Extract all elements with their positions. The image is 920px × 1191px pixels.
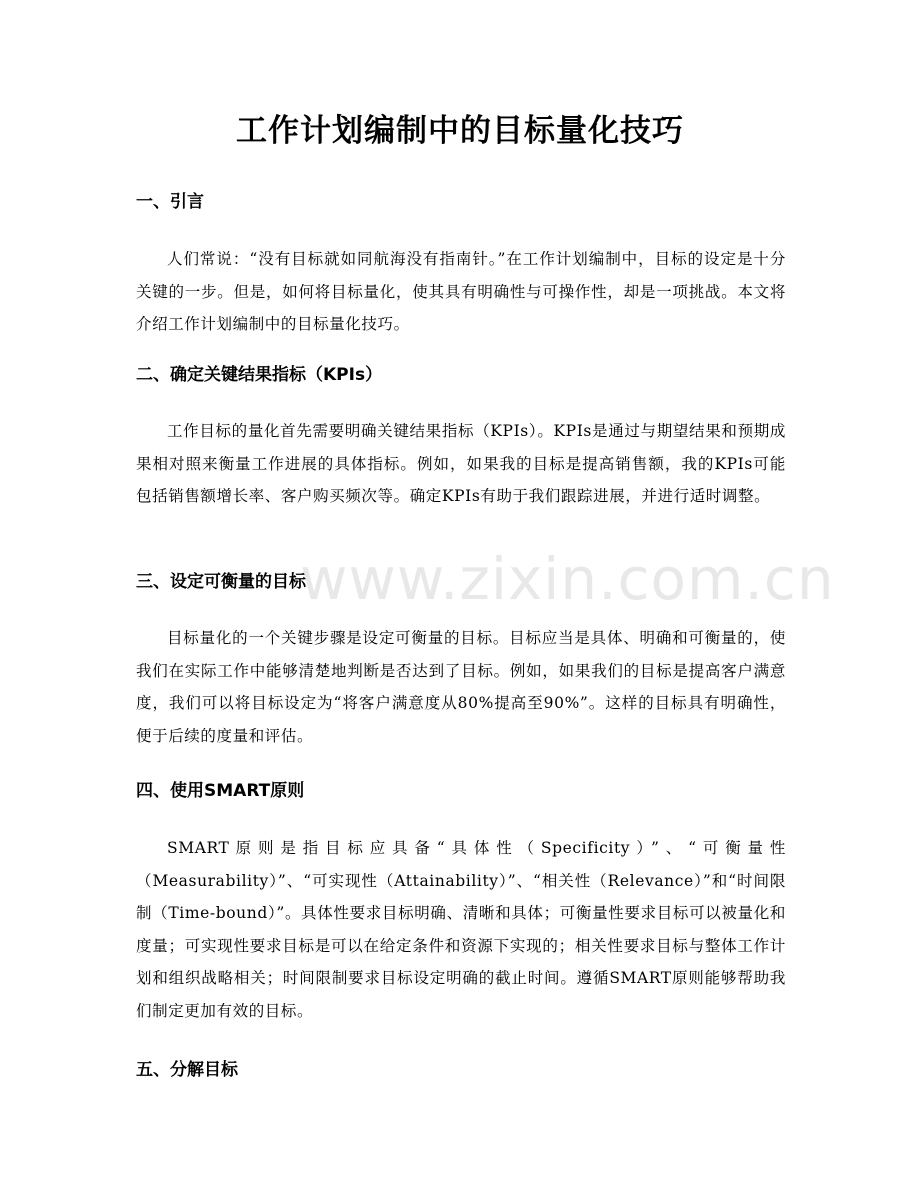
section-paragraph: SMART原则是指目标应具备“具体性（Specificity）”、“可衡量性（Measurability）”、“可实现性（Attainability）”、“相关性（Relevance）”和“时间限制（Time-bound）”。具体性要求目标明确、清晰和具体；可衡量性要求目标可以被量化和度量；可实现性要求目标是可以在给定条件和资源下实现的；相关性要求目标与整体工作计划和组织战略相关；时间限制要求目标设定明确的截止时间。遵循SMART原则能够帮助我们制定更加有效的目标。 bbox=[136, 839, 786, 1020]
page-title: 工作计划编制中的目标量化技巧 bbox=[236, 113, 684, 149]
section-heading: 四、使用SMART原则 bbox=[136, 781, 305, 801]
watermark: www.zixin.com.cn bbox=[300, 545, 835, 613]
section-paragraph: 工作目标的量化首先需要明确关键结果指标（KPIs）。KPIs是通过与期望结果和预期成果相对照来衡量工作进展的具体指标。例如，如果我的目标是提高销售额，我的KPIs可能包括销售额增长率、客户购买频次等。确定KPIs有助于我们跟踪进展，并进行适时调整。 bbox=[136, 422, 786, 505]
section-heading: 三、设定可衡量的目标 bbox=[136, 572, 306, 592]
section-heading: 二、确定关键结果指标（KPIs） bbox=[136, 365, 383, 385]
section-smart-principle bbox=[136, 779, 786, 1027]
section-heading: 五、分解目标 bbox=[136, 1060, 238, 1080]
section-measurable-goals bbox=[136, 570, 786, 752]
section-decompose-goals bbox=[136, 1058, 786, 1082]
section-kpis bbox=[136, 363, 786, 513]
section-paragraph: 人们常说：“没有目标就如同航海没有指南针。”在工作计划编制中，目标的设定是十分关键的一步。但是，如何将目标量化，使其具有明确性与可操作性，却是一项挑战。本文将介绍工作计划编制中的目标量化技巧。 bbox=[136, 250, 786, 333]
section-heading: 一、引言 bbox=[136, 192, 204, 212]
section-introduction bbox=[136, 190, 786, 341]
section-paragraph: 目标量化的一个关键步骤是设定可衡量的目标。目标应当是具体、明确和可衡量的，使我们在实际工作中能够清楚地判断是否达到了目标。例如，如果我们的目标是提高客户满意度，我们可以将目标设定为“将客户满意度从80%提高至90%”。这样的目标具有明确性，便于后续的度量和评估。 bbox=[136, 629, 786, 745]
